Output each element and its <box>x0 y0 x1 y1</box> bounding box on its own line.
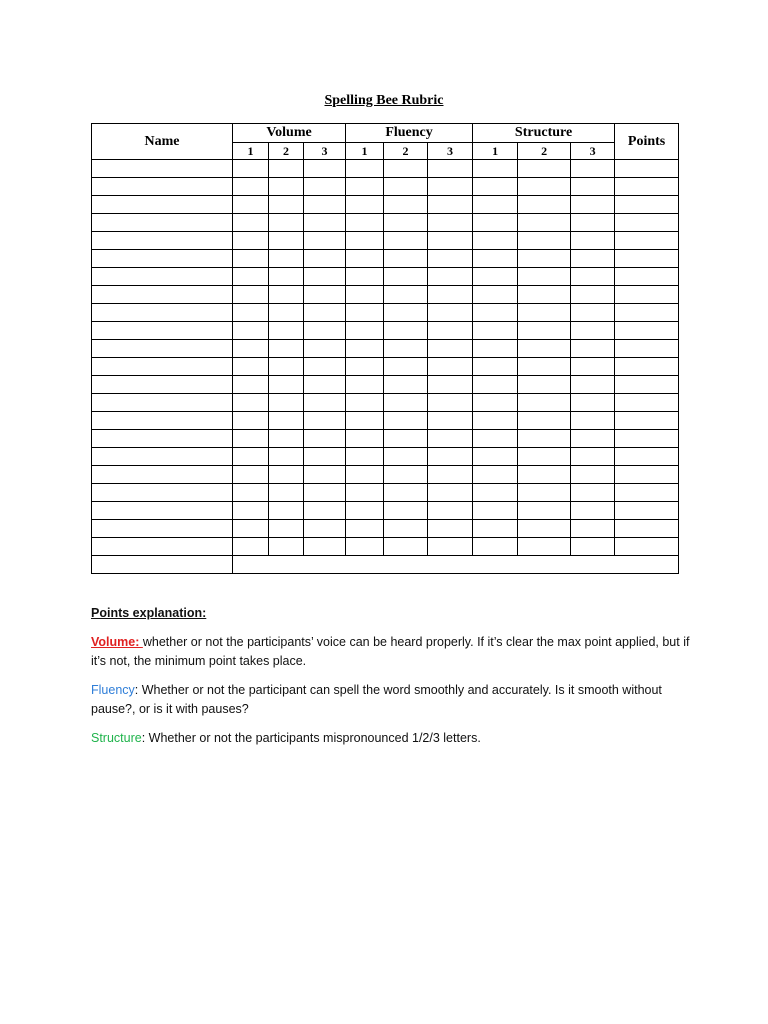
score-cell <box>269 430 304 448</box>
score-cell <box>304 358 346 376</box>
score-cell <box>571 538 615 556</box>
merged-cell <box>233 556 679 574</box>
structure-score-1: 1 <box>473 143 518 160</box>
score-cell <box>428 520 473 538</box>
table-row <box>92 178 679 196</box>
points-cell <box>615 214 679 232</box>
score-cell <box>269 502 304 520</box>
fluency-score-3: 3 <box>428 143 473 160</box>
points-cell <box>615 160 679 178</box>
table-row <box>92 322 679 340</box>
structure-term: Structure <box>91 731 142 745</box>
score-cell <box>346 430 384 448</box>
score-cell <box>304 502 346 520</box>
score-cell <box>346 412 384 430</box>
score-cell <box>518 484 571 502</box>
score-cell <box>233 214 269 232</box>
score-cell <box>473 250 518 268</box>
points-explanation <box>91 604 691 758</box>
score-cell <box>346 160 384 178</box>
score-cell <box>571 322 615 340</box>
name-cell <box>92 466 233 484</box>
score-cell <box>571 430 615 448</box>
score-cell <box>571 358 615 376</box>
score-cell <box>233 502 269 520</box>
score-cell <box>269 250 304 268</box>
score-cell <box>304 304 346 322</box>
points-cell <box>615 322 679 340</box>
score-cell <box>428 430 473 448</box>
name-cell <box>92 340 233 358</box>
score-cell <box>571 286 615 304</box>
score-cell <box>233 466 269 484</box>
score-cell <box>346 358 384 376</box>
table-row <box>92 340 679 358</box>
score-cell <box>384 214 428 232</box>
table-row <box>92 358 679 376</box>
score-cell <box>269 376 304 394</box>
volume-explanation <box>91 633 691 671</box>
score-cell <box>571 250 615 268</box>
structure-text: : Whether or not the participants mispronounced 1/2/3 letters. <box>141 731 481 745</box>
score-cell <box>428 448 473 466</box>
name-cell <box>92 430 233 448</box>
score-cell <box>346 502 384 520</box>
name-cell <box>92 268 233 286</box>
table-row <box>92 538 679 556</box>
points-cell <box>615 358 679 376</box>
score-cell <box>518 412 571 430</box>
score-cell <box>269 448 304 466</box>
score-cell <box>384 358 428 376</box>
structure-score-3: 3 <box>571 143 615 160</box>
score-cell <box>518 214 571 232</box>
score-cell <box>346 340 384 358</box>
points-cell <box>615 520 679 538</box>
score-cell <box>233 358 269 376</box>
score-cell <box>571 484 615 502</box>
fluency-score-2: 2 <box>384 143 428 160</box>
score-cell <box>384 448 428 466</box>
score-cell <box>384 322 428 340</box>
score-cell <box>304 466 346 484</box>
score-cell <box>571 376 615 394</box>
name-header: Name <box>92 124 233 160</box>
score-cell <box>384 538 428 556</box>
score-cell <box>473 520 518 538</box>
score-cell <box>473 538 518 556</box>
score-cell <box>428 340 473 358</box>
score-cell <box>304 376 346 394</box>
score-cell <box>233 160 269 178</box>
name-cell <box>92 178 233 196</box>
score-cell <box>428 232 473 250</box>
score-cell <box>384 286 428 304</box>
score-cell <box>346 466 384 484</box>
score-cell <box>269 268 304 286</box>
rubric-body <box>92 160 679 574</box>
score-cell <box>304 214 346 232</box>
score-cell <box>384 520 428 538</box>
score-cell <box>428 376 473 394</box>
score-cell <box>428 484 473 502</box>
volume-score-1: 1 <box>233 143 269 160</box>
score-cell <box>304 412 346 430</box>
score-cell <box>571 196 615 214</box>
points-cell <box>615 376 679 394</box>
score-cell <box>304 160 346 178</box>
score-cell <box>304 430 346 448</box>
table-row <box>92 196 679 214</box>
score-cell <box>304 232 346 250</box>
name-cell <box>92 250 233 268</box>
volume-header: Volume <box>233 124 346 143</box>
score-cell <box>304 196 346 214</box>
score-cell <box>304 178 346 196</box>
score-cell <box>518 196 571 214</box>
score-cell <box>346 304 384 322</box>
name-cell <box>92 358 233 376</box>
score-cell <box>384 466 428 484</box>
table-row <box>92 448 679 466</box>
table-row <box>92 304 679 322</box>
score-cell <box>518 502 571 520</box>
score-cell <box>428 250 473 268</box>
score-cell <box>384 430 428 448</box>
name-cell <box>92 160 233 178</box>
score-cell <box>428 214 473 232</box>
score-cell <box>384 196 428 214</box>
score-cell <box>518 160 571 178</box>
score-cell <box>473 286 518 304</box>
score-cell <box>428 268 473 286</box>
score-cell <box>473 430 518 448</box>
score-cell <box>269 304 304 322</box>
score-cell <box>384 160 428 178</box>
score-cell <box>428 358 473 376</box>
score-cell <box>269 358 304 376</box>
name-cell <box>92 448 233 466</box>
score-cell <box>269 196 304 214</box>
score-cell <box>571 520 615 538</box>
score-cell <box>473 196 518 214</box>
score-cell <box>233 376 269 394</box>
score-cell <box>346 448 384 466</box>
volume-text: whether or not the participants’ voice can be heard properly. If it’s clear the max point applied, but if it’s not, the minimum point takes place. <box>91 635 690 668</box>
score-cell <box>473 178 518 196</box>
score-cell <box>304 448 346 466</box>
score-cell <box>346 394 384 412</box>
score-cell <box>473 448 518 466</box>
points-cell <box>615 466 679 484</box>
name-cell <box>92 214 233 232</box>
score-cell <box>428 196 473 214</box>
score-cell <box>233 268 269 286</box>
score-cell <box>518 286 571 304</box>
score-cell <box>304 268 346 286</box>
score-cell <box>269 340 304 358</box>
table-row <box>92 484 679 502</box>
points-cell <box>615 394 679 412</box>
score-cell <box>384 412 428 430</box>
points-cell <box>615 430 679 448</box>
score-cell <box>384 250 428 268</box>
score-cell <box>571 412 615 430</box>
points-cell <box>615 232 679 250</box>
name-cell <box>92 322 233 340</box>
score-cell <box>518 430 571 448</box>
volume-score-2: 2 <box>269 143 304 160</box>
score-cell <box>473 268 518 286</box>
score-cell <box>518 250 571 268</box>
score-cell <box>384 340 428 358</box>
name-cell <box>92 394 233 412</box>
score-cell <box>233 448 269 466</box>
table-row <box>92 250 679 268</box>
table-row <box>92 556 679 574</box>
structure-explanation <box>91 729 691 748</box>
score-cell <box>384 484 428 502</box>
table-row <box>92 466 679 484</box>
points-cell <box>615 286 679 304</box>
points-cell <box>615 484 679 502</box>
score-cell <box>473 160 518 178</box>
points-cell <box>615 304 679 322</box>
score-cell <box>473 412 518 430</box>
name-cell <box>92 376 233 394</box>
score-cell <box>269 178 304 196</box>
score-cell <box>269 394 304 412</box>
score-cell <box>473 394 518 412</box>
score-cell <box>269 232 304 250</box>
score-cell <box>233 520 269 538</box>
score-cell <box>571 232 615 250</box>
points-cell <box>615 412 679 430</box>
score-cell <box>473 376 518 394</box>
points-header: Points <box>615 124 679 160</box>
score-cell <box>233 178 269 196</box>
score-cell <box>518 394 571 412</box>
table-row <box>92 502 679 520</box>
score-cell <box>269 538 304 556</box>
score-cell <box>571 178 615 196</box>
score-cell <box>304 322 346 340</box>
score-cell <box>304 250 346 268</box>
score-cell <box>304 484 346 502</box>
score-cell <box>269 484 304 502</box>
score-cell <box>346 286 384 304</box>
score-cell <box>233 340 269 358</box>
score-cell <box>518 538 571 556</box>
score-cell <box>233 394 269 412</box>
score-cell <box>346 520 384 538</box>
points-cell <box>615 502 679 520</box>
name-cell <box>92 502 233 520</box>
name-cell <box>92 538 233 556</box>
score-cell <box>269 322 304 340</box>
score-cell <box>304 394 346 412</box>
table-row <box>92 520 679 538</box>
score-cell <box>428 412 473 430</box>
score-cell <box>304 538 346 556</box>
score-cell <box>346 178 384 196</box>
name-cell <box>92 520 233 538</box>
score-cell <box>518 322 571 340</box>
score-cell <box>269 466 304 484</box>
score-cell <box>346 484 384 502</box>
score-cell <box>518 448 571 466</box>
fluency-header: Fluency <box>346 124 473 143</box>
score-cell <box>346 268 384 286</box>
rubric-table <box>91 123 679 574</box>
score-cell <box>233 412 269 430</box>
table-row <box>92 268 679 286</box>
score-cell <box>346 538 384 556</box>
table-row <box>92 412 679 430</box>
score-cell <box>571 214 615 232</box>
table-row <box>92 376 679 394</box>
structure-score-2: 2 <box>518 143 571 160</box>
points-cell <box>615 340 679 358</box>
score-cell <box>518 268 571 286</box>
score-cell <box>384 502 428 520</box>
score-cell <box>384 268 428 286</box>
score-cell <box>518 376 571 394</box>
name-cell <box>92 232 233 250</box>
score-cell <box>269 520 304 538</box>
score-cell <box>346 232 384 250</box>
name-cell <box>92 286 233 304</box>
score-cell <box>473 232 518 250</box>
table-row <box>92 286 679 304</box>
score-cell <box>233 196 269 214</box>
points-cell <box>615 196 679 214</box>
volume-score-3: 3 <box>304 143 346 160</box>
score-cell <box>269 214 304 232</box>
points-cell <box>615 250 679 268</box>
score-cell <box>233 538 269 556</box>
fluency-term: Fluency <box>91 683 135 697</box>
page-title: Spelling Bee Rubric <box>324 93 444 108</box>
score-cell <box>384 376 428 394</box>
score-cell <box>428 160 473 178</box>
name-cell <box>92 556 233 574</box>
fluency-explanation <box>91 681 691 719</box>
score-cell <box>346 214 384 232</box>
score-cell <box>233 322 269 340</box>
points-cell <box>615 448 679 466</box>
points-cell <box>615 268 679 286</box>
score-cell <box>473 340 518 358</box>
score-cell <box>473 484 518 502</box>
name-cell <box>92 484 233 502</box>
score-cell <box>304 340 346 358</box>
score-cell <box>269 286 304 304</box>
score-cell <box>428 304 473 322</box>
table-row <box>92 430 679 448</box>
table-row <box>92 394 679 412</box>
score-cell <box>428 502 473 520</box>
score-cell <box>473 358 518 376</box>
score-cell <box>233 232 269 250</box>
score-cell <box>233 304 269 322</box>
points-cell <box>615 538 679 556</box>
score-cell <box>269 412 304 430</box>
score-cell <box>518 178 571 196</box>
name-cell <box>92 196 233 214</box>
score-cell <box>384 178 428 196</box>
score-cell <box>428 178 473 196</box>
score-cell <box>233 250 269 268</box>
score-cell <box>233 484 269 502</box>
score-cell <box>518 520 571 538</box>
name-cell <box>92 412 233 430</box>
score-cell <box>518 358 571 376</box>
score-cell <box>571 268 615 286</box>
score-cell <box>346 376 384 394</box>
score-cell <box>384 304 428 322</box>
score-cell <box>428 322 473 340</box>
score-cell <box>428 466 473 484</box>
volume-term: Volume: <box>91 635 143 649</box>
score-cell <box>346 322 384 340</box>
score-cell <box>304 286 346 304</box>
score-cell <box>518 304 571 322</box>
score-cell <box>518 466 571 484</box>
fluency-text: : Whether or not the participant can spell the word smoothly and accurately. Is it smooth without pause?, or is it with pauses? <box>91 683 662 716</box>
score-cell <box>269 160 304 178</box>
structure-header: Structure <box>473 124 615 143</box>
score-cell <box>571 448 615 466</box>
table-row <box>92 214 679 232</box>
score-cell <box>518 232 571 250</box>
score-cell <box>428 286 473 304</box>
score-cell <box>518 340 571 358</box>
points-cell <box>615 178 679 196</box>
score-cell <box>571 304 615 322</box>
score-cell <box>571 160 615 178</box>
score-cell <box>384 394 428 412</box>
table-row <box>92 232 679 250</box>
score-cell <box>473 502 518 520</box>
score-cell <box>346 250 384 268</box>
score-cell <box>571 502 615 520</box>
score-cell <box>473 322 518 340</box>
score-cell <box>473 214 518 232</box>
score-cell <box>473 466 518 484</box>
score-cell <box>384 232 428 250</box>
fluency-score-1: 1 <box>346 143 384 160</box>
score-cell <box>428 394 473 412</box>
score-cell <box>428 538 473 556</box>
score-cell <box>571 394 615 412</box>
table-row <box>92 160 679 178</box>
score-cell <box>571 340 615 358</box>
score-cell <box>346 196 384 214</box>
score-cell <box>473 304 518 322</box>
score-cell <box>233 430 269 448</box>
score-cell <box>304 520 346 538</box>
score-cell <box>571 466 615 484</box>
score-cell <box>233 286 269 304</box>
explanation-heading: Points explanation: <box>91 606 207 620</box>
name-cell <box>92 304 233 322</box>
